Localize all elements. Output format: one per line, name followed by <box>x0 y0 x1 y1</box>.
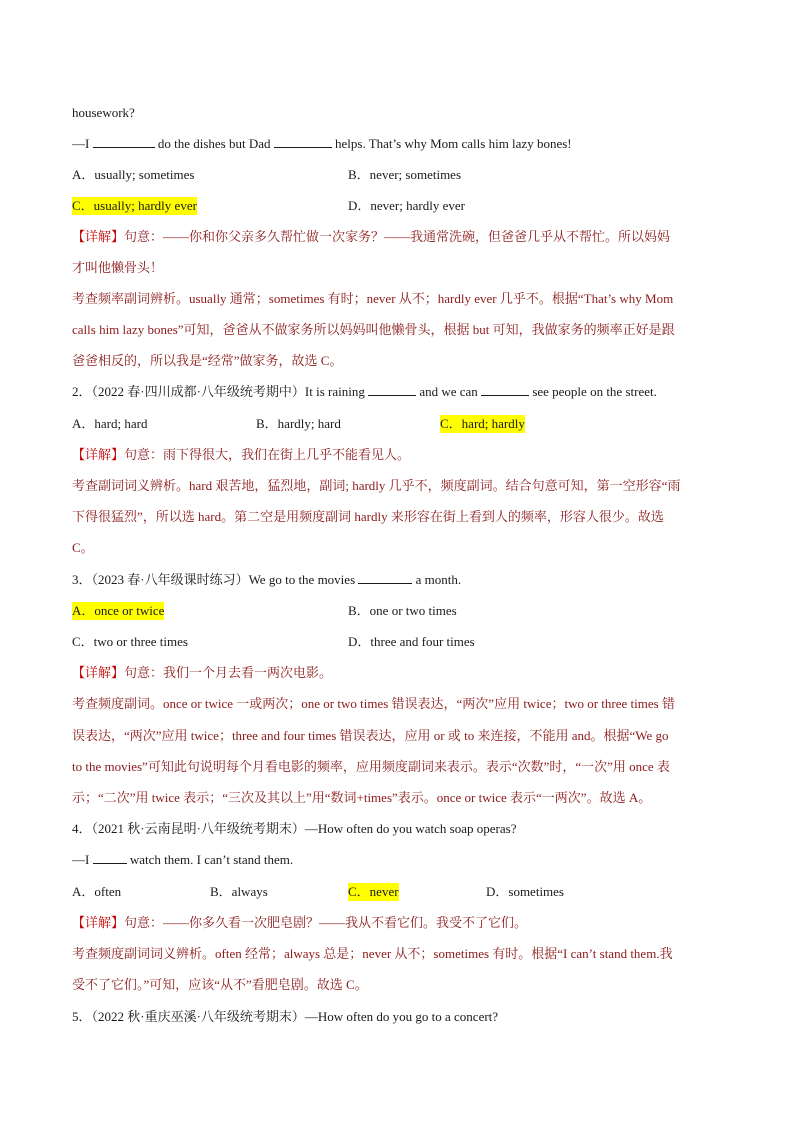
q3-option-a-correct: A．once or twice <box>72 603 165 618</box>
q3-analysis-2: 误表达，“两次”应用 twice；three and four times 错误表达，应用 or 或 to 来连接，不能用 and。根据“We go <box>72 728 669 743</box>
q4-answer-part1: —I <box>72 852 93 867</box>
q5-stem: 5．（2022 秋·重庆巫溪·八年级统考期末）—How often do you go to a concert? <box>72 1009 499 1024</box>
q4-detail-tag: 【详解】 <box>72 915 125 930</box>
q2-stem-part1: 2．（2022 春·四川成都·八年级统考期中）It is raining <box>72 384 369 399</box>
q4-stem: 4．（2021 秋·云南昆明·八年级统考期末）—How often do you watch soap operas? <box>72 821 517 836</box>
q1-option-a: A．usually; sometimes <box>72 167 195 182</box>
q3-stem-part1: 3．（2023 春·八年级课时练习）We go to the movies <box>72 572 359 587</box>
q1-option-d: D．never; hardly ever <box>348 198 465 213</box>
q1-stem-cont: housework? <box>72 105 135 120</box>
q3-analysis-1: 考查频度副词。once or twice 一或两次；one or two times 错误表达，“两次”应用 twice；two or three times 错 <box>72 696 675 711</box>
q4-option-d: D．sometimes <box>486 884 564 899</box>
q1-analysis-1: 考查频率副词辨析。usually 通常；sometimes 有时；never 从不；hardly ever 几乎不。根据“That’s why Mom <box>72 291 674 306</box>
q2-blank-2 <box>481 383 529 396</box>
q4-answer-part2: watch them. I can’t stand them. <box>126 852 294 867</box>
q4-detail-line-1 <box>72 914 722 932</box>
q1-answer-part3: helps. That’s why Mom calls him lazy bones! <box>331 136 572 151</box>
q1-detail-line-1 <box>72 228 722 246</box>
q1-answer-part1: —I <box>72 136 93 151</box>
q2-analysis-2: 下得很猛烈”，所以选 hard。第二空是用频度副词 hardly 来形容在街上看到人的频率，形容人很少。故选 <box>72 509 664 524</box>
q3-blank-1 <box>358 571 412 584</box>
q1-detail-tag: 【详解】 <box>72 229 125 244</box>
q1-analysis-3: 爸爸相反的，所以我是“经常”做家务，故选 C。 <box>72 353 343 368</box>
q3-detail-text-1: 句意：我们一个月去看一两次电影。 <box>124 665 333 680</box>
q1-option-c-correct: C．usually; hardly ever <box>72 198 197 213</box>
q3-analysis-3: to the movies”可知此句说明每个月看电影的频率，应用频度副词来表示。表示“次数”时，“一次”用 once 表 <box>72 759 670 774</box>
q2-stem-part3: see people on the street. <box>529 384 657 399</box>
q4-answer-line <box>72 851 722 869</box>
q3-option-b: B．one or two times <box>348 603 457 618</box>
q1-option-b: B．never; sometimes <box>348 167 462 182</box>
q2-stem-part2: and we can <box>416 384 482 399</box>
q2-detail-line-1 <box>72 446 722 464</box>
q4-blank-1 <box>93 851 127 864</box>
q3-option-d: D．three and four times <box>348 634 475 649</box>
q1-blank-1 <box>93 135 155 148</box>
q3-stem <box>72 571 722 589</box>
q4-option-c-correct: C．never <box>348 884 399 899</box>
q3-detail-line-1 <box>72 664 722 682</box>
q3-stem-part2: a month. <box>412 572 462 587</box>
q2-analysis-3: C。 <box>72 540 94 555</box>
q2-detail-tag: 【详解】 <box>72 447 125 462</box>
q2-option-c-correct: C．hard; hardly <box>440 416 525 431</box>
q2-option-a: A．hard; hard <box>72 416 148 431</box>
q1-detail-line-2: 才叫他懒骨头！ <box>72 260 164 275</box>
q4-analysis-1: 考查频度副词词义辨析。often 经常；always 总是；never 从不；sometimes 有时。根据“I can’t stand them.我 <box>72 946 673 961</box>
q4-option-b: B．always <box>210 884 268 899</box>
q1-analysis-2: calls him lazy bones”可知，爸爸从不做家务所以妈妈叫他懒骨头，根据 but 可知，我做家务的频率正好是跟 <box>72 322 675 337</box>
q3-analysis-4: 示；“二次”用 twice 表示；“三次及其以上”用“数词+times”表示。once or twice 表示“一两次”。故选 A。 <box>72 790 652 805</box>
q1-blank-2 <box>274 135 332 148</box>
q4-analysis-2: 受不了它们。”可知，应该“从不”看肥皂剧。故选 C。 <box>72 977 368 992</box>
q1-answer-part2: do the dishes but Dad <box>154 136 274 151</box>
q2-detail-text-1: 句意：雨下得很大，我们在街上几乎不能看见人。 <box>124 447 411 462</box>
q4-option-a: A．often <box>72 884 122 899</box>
q3-option-c: C．two or three times <box>72 634 188 649</box>
q2-blank-1 <box>368 383 416 396</box>
q3-detail-tag: 【详解】 <box>72 665 125 680</box>
q4-detail-text-1: 句意：——你多久看一次肥皂剧？——我从不看它们。我受不了它们。 <box>124 915 528 930</box>
q2-stem <box>72 383 722 401</box>
q2-analysis-1: 考查副词词义辨析。hard 艰苦地，猛烈地，副词; hardly 几乎不，频度副词。结合句意可知，第一空形容“雨 <box>72 478 681 493</box>
q1-answer-line <box>72 135 722 153</box>
q2-option-b: B．hardly; hard <box>256 416 341 431</box>
q1-detail-text-1: 句意：——你和你父亲多久帮忙做一次家务？——我通常洗碗，但爸爸几乎从不帮忙。所以妈妈 <box>124 229 671 244</box>
